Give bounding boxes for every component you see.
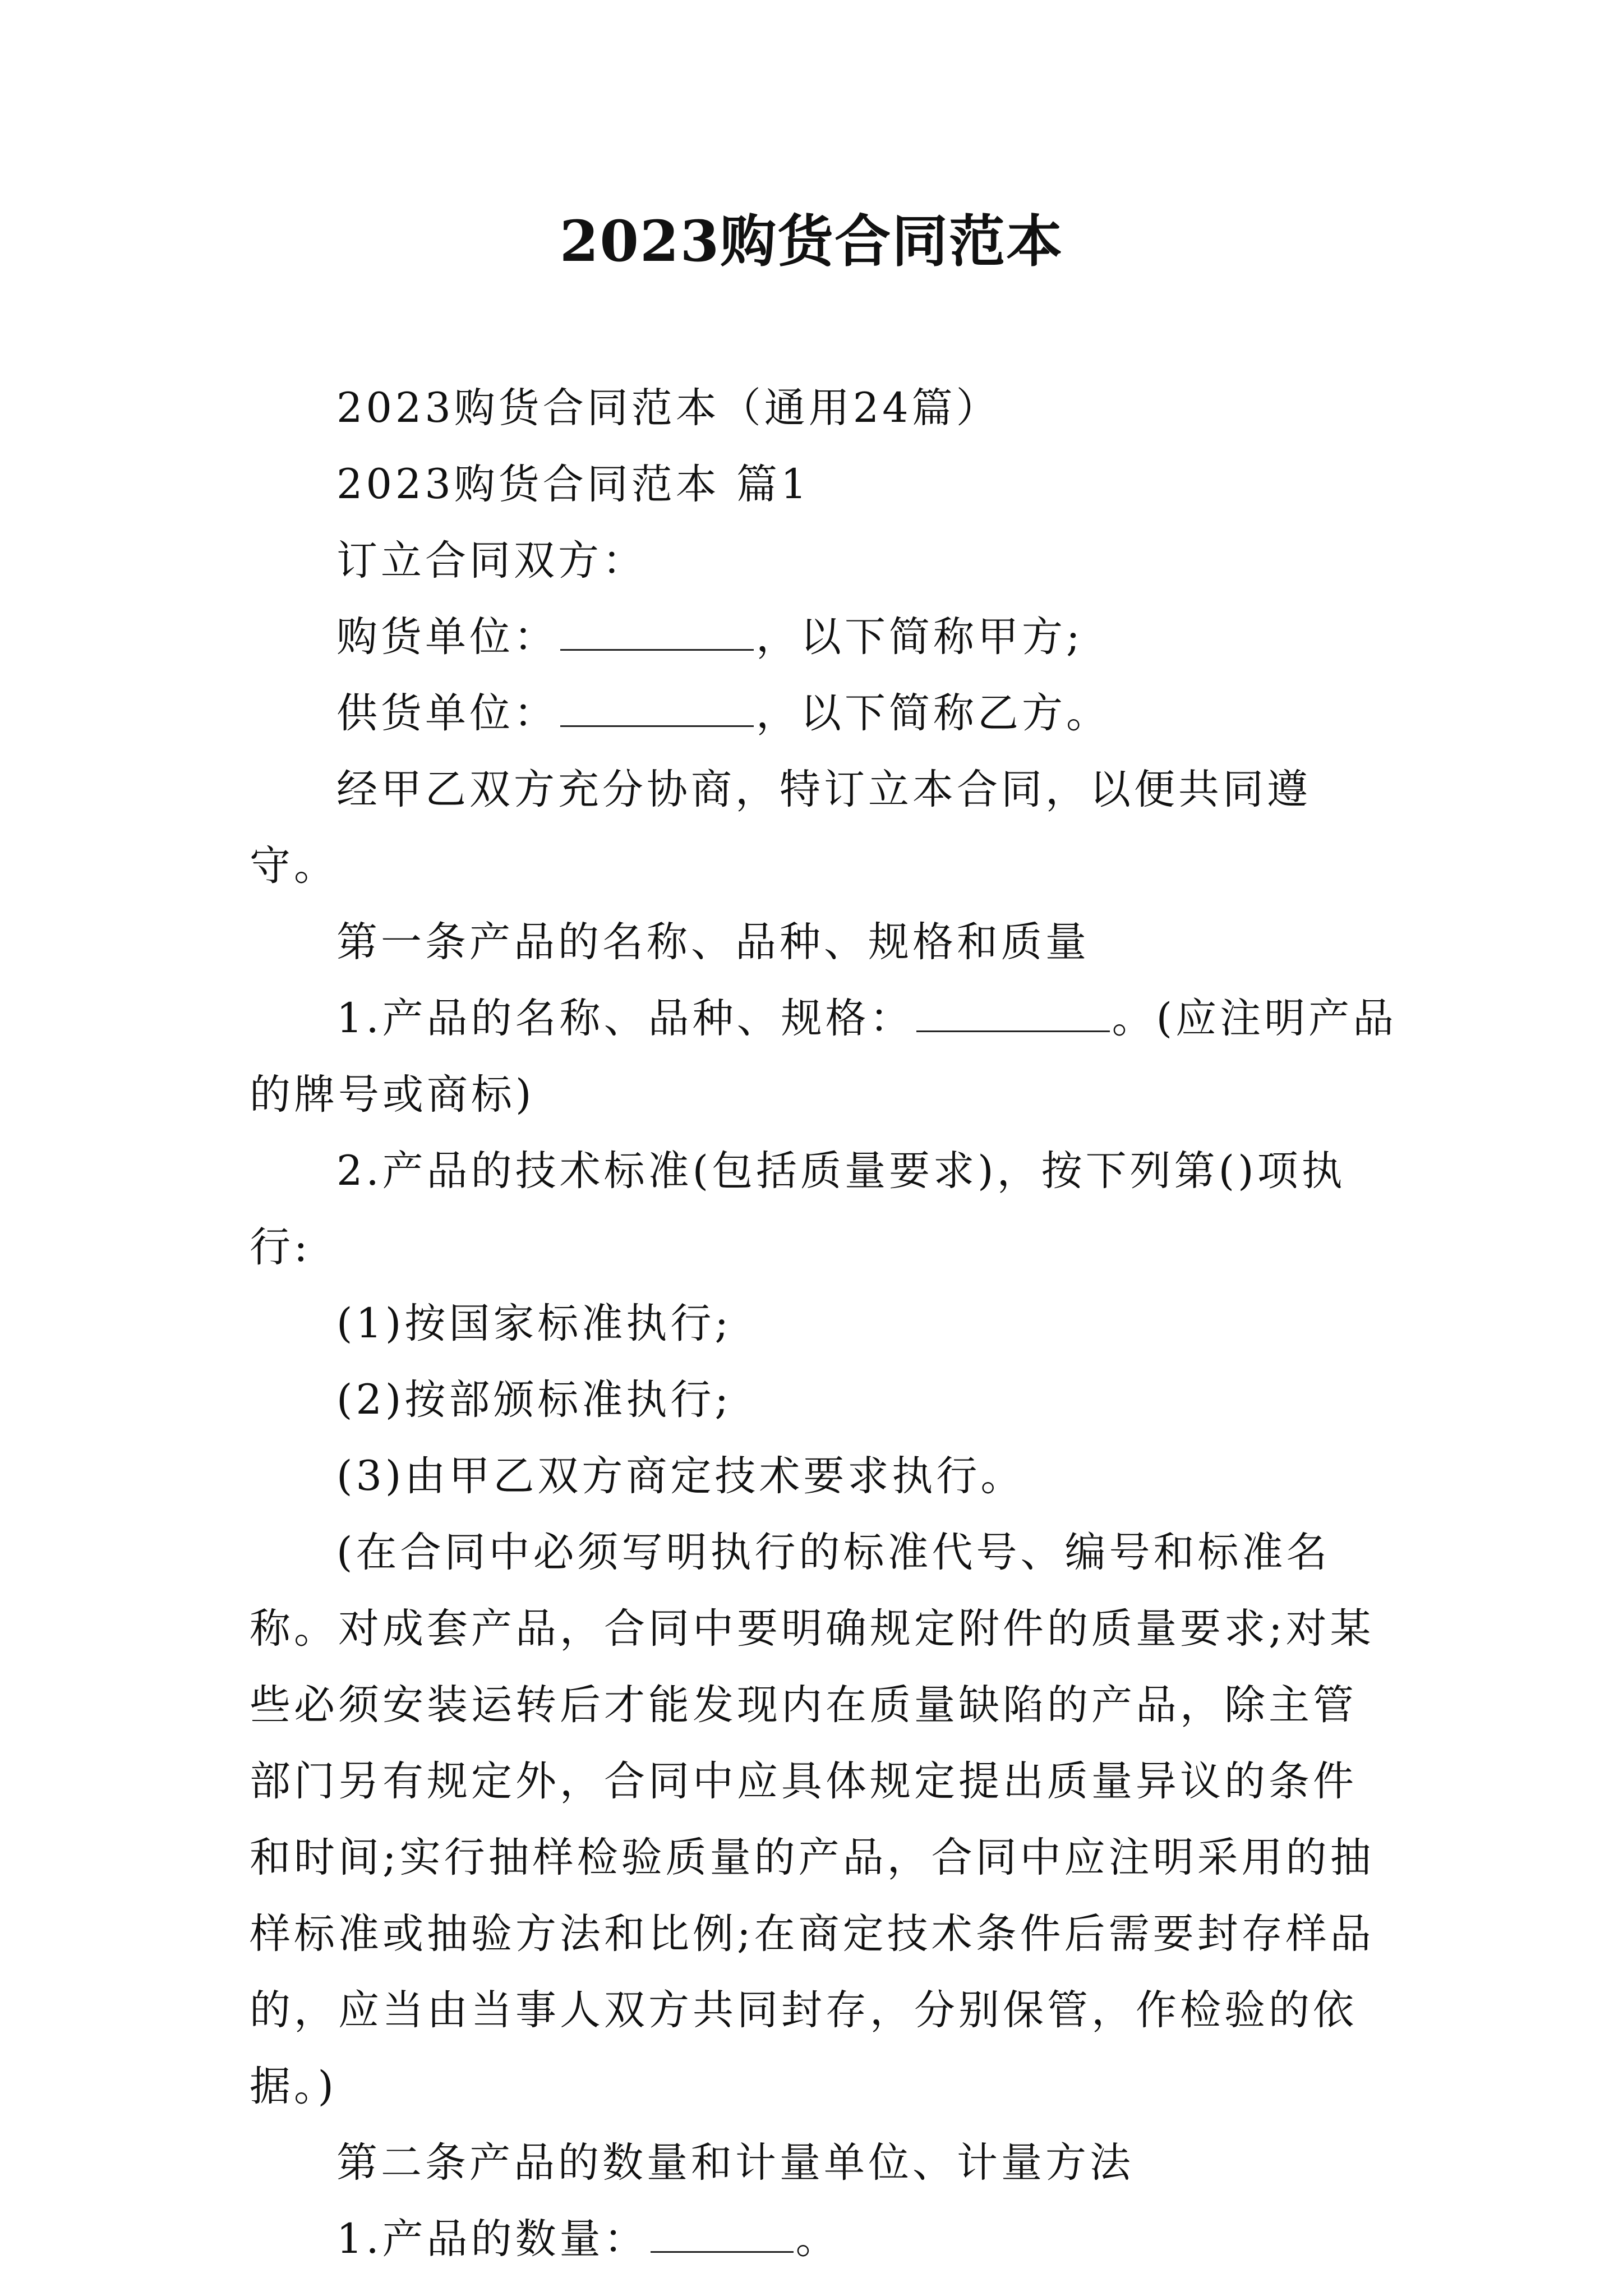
buyer-label: 购货单位： — [336, 613, 558, 661]
buyer-blank — [560, 616, 754, 651]
paragraph-clause-2: 第二条产品的数量和计量单位、计量方法 — [336, 2139, 1134, 2187]
paragraph-option-3: (3)由甲乙双方商定技术要求执行。 — [336, 1452, 1025, 1500]
paragraph-parties: 订立合同双方： — [336, 537, 647, 585]
document-title: 2023购货合同范本 — [559, 208, 1064, 274]
document-body — [250, 370, 1399, 2277]
paragraph-technical-standard: 2.产品的技术标准(包括质量要求)，按下列第()项执行: — [250, 1147, 1346, 1271]
paragraph-agreement: 经甲乙双方充分协商，特订立本合同，以便共同遵守。 — [250, 766, 1311, 890]
buyer-suffix: ，以下简称甲方; — [756, 613, 1083, 661]
paragraph-product-name — [250, 981, 1399, 1133]
paragraph-quantity — [250, 2201, 1399, 2277]
paragraph-subtitle: 2023购货合同范本（通用24篇） — [336, 384, 1000, 432]
quantity-blank — [651, 2219, 794, 2253]
paragraph-option-2: (2)按部颁标准执行; — [336, 1376, 732, 1424]
paragraph-option-1: (1)按国家标准执行; — [336, 1300, 732, 1347]
product-name-blank — [916, 998, 1110, 1032]
paragraph-buyer — [250, 599, 1399, 675]
quantity-suffix: 。 — [795, 2215, 840, 2263]
supplier-label: 供货单位： — [336, 689, 558, 737]
product-name-note: 。(应注明产品的牌号或商标) — [250, 995, 1398, 1119]
paragraph-article-heading: 2023购货合同范本 篇1 — [336, 461, 810, 508]
quantity-label: 1.产品的数量： — [336, 2215, 648, 2263]
paragraph-clause-1: 第一条产品的名称、品种、规格和质量 — [336, 918, 1090, 966]
supplier-suffix: ，以下简称乙方。 — [756, 689, 1110, 737]
supplier-blank — [560, 693, 754, 727]
paragraph-standard-note: (在合同中必须写明执行的标准代号、编号和标准名称。对成套产品，合同中要明确规定附件的质量要求;对某些必须安装运转后才能发现内在质量缺陷的产品，除主管部门另有规定外，合同中应具体规定提出质量异议的条件和时间;实行抽样检验质量的产品，合同中应注明采用的抽样标准或抽验方法和比例;在商定技术条件后需要封存样品的，应当由当事人双方共同封存，分别保管，作检验的依据。) — [250, 1529, 1375, 2110]
product-name-label: 1.产品的名称、品种、规格： — [336, 995, 914, 1042]
paragraph-supplier — [250, 675, 1399, 752]
